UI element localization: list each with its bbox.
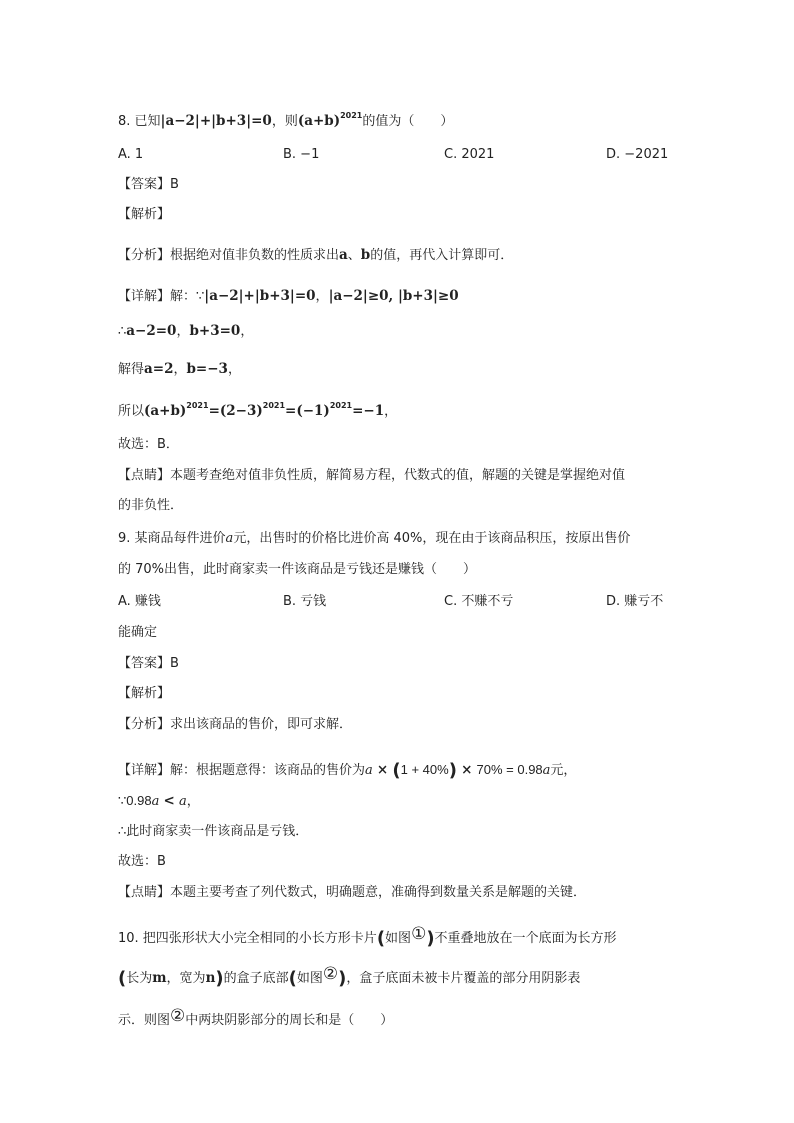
q9-option-d-cont: 能确定	[118, 625, 158, 640]
q9-option-b: B. 亏钱	[283, 594, 327, 609]
q9-answer: 【答案】B	[118, 656, 179, 671]
q9-analysis: 【分析】求出该商品的售价，即可求解．	[118, 717, 353, 732]
q9-comment: 【点睛】本题主要考查了列代数式，明确题意，准确得到数量关系是解题的关键．	[118, 885, 587, 900]
q8-choose: 故选：B．	[118, 437, 179, 452]
figure-2-circled-icon: ②	[322, 964, 339, 984]
q8-option-a: A. 1	[118, 147, 144, 162]
q8-option-c: C. 2021	[444, 147, 495, 162]
q9-option-a: A. 赚钱	[118, 594, 161, 609]
figure-2-circled-icon: ②	[170, 1006, 186, 1026]
q8-comment-line1: 【点睛】本题考查绝对值非负性质，解简易方程，代数式的值，解题的关键是掌握绝对值	[118, 468, 626, 483]
q8-expression: (a+b)	[297, 113, 341, 129]
q8-solve: 解得a=2，b=−3，	[118, 361, 241, 377]
q10-stem-line2: (长为m，宽为n)的盒子底部(如图②)，盒子底面未被卡片覆盖的部分用阴影表	[118, 964, 581, 989]
q9-stem-line2: 的 70%出售，此时商家卖一件该商品是亏钱还是赚钱（ ）	[118, 562, 477, 577]
q9-option-c: C. 不赚不亏	[444, 594, 514, 609]
q9-therefore: ∴此时商家卖一件该商品是亏钱．	[118, 824, 309, 839]
q10-stem-line3: 示．则图②中两块阴影部分的周长和是（ ）	[118, 1006, 394, 1028]
q8-therefore: ∴a−2=0，b+3=0，	[118, 323, 254, 339]
q8-option-d: D. −2021	[606, 147, 669, 162]
q9-because: ∵0.98a < a，	[118, 793, 200, 809]
q9-option-d: D. 赚亏不	[606, 594, 664, 609]
q8-option-b: B. −1	[283, 147, 320, 162]
q8-result: 所以$(a+b)^{2021}=(2-3)^{2021}=(-1)^{2021}=-1$，	[118, 401, 398, 419]
q8-detail: 【详解】解：∵|a−2|+|b+3|=0，|a−2|≥0, |b+3|≥0	[118, 288, 459, 304]
figure-1-circled-icon: ①	[411, 924, 427, 944]
q8-analysis-title: 【解析】	[118, 207, 171, 222]
q8-condition: |a−2|+|b+3|=0	[160, 113, 272, 129]
q9-stem-line1: 9. 某商品每件进价a元，出售时的价格比进价高 40%，现在由于该商品积压，按原出售价	[118, 531, 631, 546]
q10-stem-line1: 10. 把四张形状大小完全相同的小长方形卡片(如图①)不重叠地放在一个底面为长方形	[118, 924, 617, 949]
q9-detail: 【详解】解：根据题意得：该商品的售价为a × (1 + 40%) × 70% = 0.98a元，	[118, 760, 577, 781]
q8-analysis: 【分析】根据绝对值非负数的性质求出a、b的值，再代入计算即可．	[118, 247, 514, 263]
q9-analysis-title: 【解析】	[118, 686, 171, 701]
q8-answer: 【答案】B	[118, 177, 179, 192]
q8-stem: 8. 已知|a−2|+|b+3|=0，则$(a+b)^{2021}$的值为（ ）	[118, 111, 454, 129]
q8-comment-line2: 的非负性．	[118, 498, 184, 513]
q9-choose: 故选：B	[118, 854, 166, 869]
